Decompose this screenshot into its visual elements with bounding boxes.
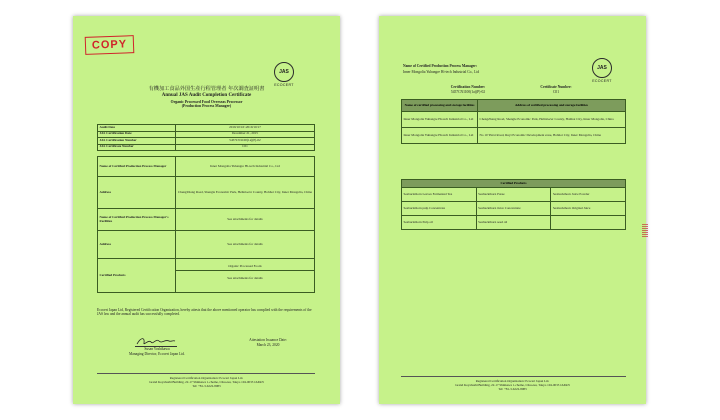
products-header: Certified Products: [402, 180, 626, 188]
product-cell: Seabuckthorn Juice Powder: [551, 188, 626, 202]
copy-stamp: COPY: [85, 35, 135, 55]
facilities-table: [401, 99, 626, 144]
footer-line-3: Tel: +81-3-6222-8083: [498, 387, 527, 391]
product-cell: Seabuckthorn Juice Concentrate: [476, 202, 551, 216]
detail-value: Inner Mongolia Yuhangre Hi-tech Industrial Co., Ltd: [176, 157, 315, 177]
logo-caption: ECOCERT: [274, 83, 294, 87]
product-row: [402, 202, 626, 216]
facility-name: Inner Mongolia Yuhangre Hi-tech Industrial Co., Ltd: [402, 112, 478, 128]
product-cell: Seabuckthorn Pulp oil: [402, 216, 477, 230]
info-value: December 21, 2015: [176, 131, 315, 138]
certificate-page-2: [379, 16, 646, 404]
detail-label: Name of Certified Production Process Manager: [98, 157, 176, 177]
products-table: [401, 179, 626, 230]
facility-address: ChengZhang Road, Shengle Economic Park, HelinGe'er County, Hohhot City, Inner Mongolia, China: [478, 112, 626, 128]
product-cell: Seabuckthorn seed oil: [476, 216, 551, 230]
info-label: JAS Certificate Number: [98, 144, 176, 151]
facility-address: No 10 Yinxi Road, Ruyi Economic Development zone, Hohhot City, Inner Mongolia, China: [478, 128, 626, 144]
title-english: Annual JAS Audit Completion Certificate: [161, 93, 252, 98]
facilities-header-address: Address of certified processing and storage facilities: [478, 100, 626, 112]
products-note: See attachments for details: [227, 275, 263, 280]
products-header-row: [402, 180, 626, 188]
logo-caption: ECOCERT: [592, 79, 612, 83]
info-label: Audit Date: [98, 125, 176, 132]
product-cell: Seabuckthorn pulp Concentrate: [402, 202, 477, 216]
facility-row: [402, 128, 626, 144]
product-cell: [551, 216, 626, 230]
cert-number-label: Certification Number:: [450, 85, 486, 89]
detail-row-facilities: [98, 209, 315, 231]
audit-info-table: [97, 124, 315, 151]
audit-info-row: [98, 144, 315, 151]
product-cell: Seabuckthorn Leaves Fermented Tea: [402, 188, 477, 202]
facility-row: [402, 112, 626, 128]
product-cell: Seabuckthorn Puree: [476, 188, 551, 202]
detail-row-manager: [98, 157, 315, 177]
signatory-title: Managing Director, Ecocert Japan Ltd.: [129, 351, 185, 356]
info-value: C01: [176, 144, 315, 151]
signatory-name: Susan Yoshikawa: [144, 347, 170, 351]
jas-ecocert-logo: [589, 58, 615, 83]
perforation-seal: [642, 224, 648, 238]
info-label: JAS Certification Date: [98, 131, 176, 138]
detail-label: Address: [98, 231, 176, 259]
jas-ecocert-logo: [271, 62, 297, 87]
info-value: 2019/10/16~2019/10/17: [176, 125, 315, 132]
attestation-date-label: Attestation Issuance Date:: [249, 338, 287, 342]
certificate-number-label: Certificate Number:: [540, 85, 572, 89]
certificate-detail-table: [97, 156, 315, 293]
product-row: [402, 216, 626, 230]
detail-row-products: [98, 259, 315, 293]
products-category: Organic Processed Foods: [176, 264, 314, 271]
detail-value-cell: [176, 259, 315, 293]
product-row: [402, 188, 626, 202]
certificate-page-1: [73, 16, 340, 404]
info-value: 5457CN1100(1a)(P)-02: [176, 138, 315, 145]
attestation-statement: Ecocert Japan Ltd, Registered Certification Organization, hereby attests that the above mentioned operator has complied with the requirements of the JAS law and the annual audit has successfully completed.: [97, 308, 312, 317]
detail-label: Address: [98, 177, 176, 209]
detail-value: See attachments for details: [176, 209, 315, 231]
footer-line-1: Registered Certification Organization: Ecocert Japan Ltd.: [475, 379, 550, 383]
attestation-date: March 23, 2020: [256, 343, 280, 347]
facilities-header-name: Name of certified processing and storage facilities: [402, 100, 478, 112]
info-label: JAS Certification Number: [98, 138, 176, 145]
certificate-number-value: C01: [553, 89, 559, 94]
subtitle-1: Organic Processed Food Overseas Processor: [170, 99, 243, 104]
signature: [135, 334, 177, 347]
subtitle-2: (Production Process Manager): [181, 104, 232, 108]
detail-row-address: [98, 177, 315, 209]
jas-logo-icon: JAS: [592, 58, 612, 78]
detail-row-facilities-address: [98, 231, 315, 259]
footer-divider: [401, 376, 626, 377]
manager-label: Name of Certified Production Process Manager:: [403, 64, 478, 68]
detail-label: Name of Certified Production Process Manager's Facilities: [98, 209, 176, 231]
title-japanese: 有機加工食品外国生産行程管理者 年次調査証明書: [148, 86, 265, 92]
jas-logo-icon: JAS: [274, 62, 294, 82]
detail-label: Certified Products: [98, 259, 176, 293]
footer-line-1: Registered Certification Organization: Ecocert Japan Ltd.: [169, 376, 244, 380]
detail-value: ChengZhang Road, Shengle Economic Park, HelinGe'er County, Hohhot City, Inner Mongolia, China: [176, 177, 315, 209]
footer-line-2: Grand Koyabashi Building, 22-17 Shinkawa 1-chome, Chuo-ku, Tokyo 104-0033 JAPAN: [149, 380, 264, 384]
footer-divider: [97, 373, 315, 374]
manager-value: Inner Mongolia Yuhangre Hi-tech Industrial Co., Ltd: [403, 70, 480, 74]
facilities-header-row: [402, 100, 626, 112]
footer-line-3: Tel: +81-3-6222-8083: [192, 384, 221, 388]
facility-name: Inner Mongolia Yuhangre Hi-tech Industrial Co., Ltd: [402, 128, 478, 144]
detail-value: See attachments for details: [176, 231, 315, 259]
product-cell: Seabuckthorn Original Juice: [551, 202, 626, 216]
footer-line-2: Grand Koyabashi Building, 22-17 Shinkawa 1-chome, Chuo-ku, Tokyo 104-0033 JAPAN: [455, 383, 570, 387]
cert-number-value: 5457CN1100(1a)(P)-02: [450, 89, 486, 94]
